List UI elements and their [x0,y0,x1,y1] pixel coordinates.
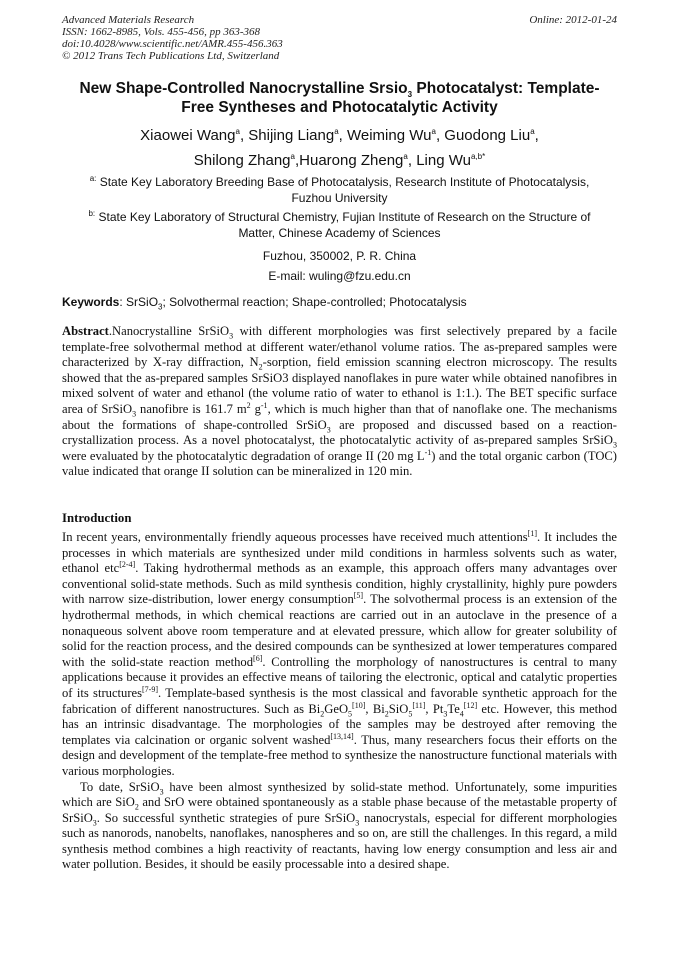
author-name: Guodong Liu [444,127,531,144]
copyright-line: © 2012 Trans Tech Publications Ltd, Switzerland [62,50,280,62]
keywords-label: Keywords [62,295,120,309]
author-name: Shijing Liang [248,127,335,144]
paper-title [62,79,617,117]
issn-line: ISSN: 1662-8985, Vols. 455-456, pp 363-368 [62,26,260,38]
affiliation-b: $^{b:}$ State Key Laboratory of Structural Chemistry, Fujian Institute of Research on the Structure of Matter, Chinese Academy of Sciences [88,209,591,240]
doi-line[interactable]: doi:10.4028/www.scientific.net/AMR.455-456.363 [62,38,283,50]
author-name: Xiaowei Wang [140,127,236,144]
introduction-body [62,530,617,873]
citation: [11] [412,700,426,710]
author-line-1: Xiaowei Wang$^a$, Shijing Liang$^a$, Weiming Wu$^a$, Guodong Liu$^a$, [140,127,539,144]
citation: [13,14] [330,731,354,741]
citation: [7-9] [142,684,159,694]
citation: [10] [352,700,366,710]
journal-header [62,14,617,62]
citation: [12] [463,700,478,710]
abstract: Abstract.Nanocrystalline SrSiO$_3$ with different morphologies was first selectively prepared by a facile template-free solvothermal method at different water/ethanol volume ratios. The as-prepared samples were characterized by X-ray diffraction, $N_2$-sorption, field emission scanning electron microscopy. The results showed that the as-prepared samples SrSiO3 displayed nanoflakes in pure water while obtained nanofibres in mixed solvent of water and ethanol (the volume ratio of water to ethanol is 1:1.). The BET specific surface area of SrSiO$_3$ nanofibre is 161.7 $m^2$ $g^{-1}$, which is much higher than that of nanoflake one. The mechanisms about the formations of shape-controlled SrSiO$_3$ are proposed and discussed based on a reaction-crystallization process. As a novel photocatalyst, the photocatalytic activity of as-prepared samples SrSiO$_3$ were evaluated by the photocatalytic degradation of orange II (20 mg $L^{-1}$) and the total organic carbon (TOC) value indicated that orange II solution can be mineralized in 120 min. [62,324,618,479]
keywords: Keywords: SrSiO$_3$; Solvothermal reaction; Shape-controlled; Photocatalysis [62,295,467,312]
citation: [5] [353,591,364,601]
author-name: Huarong Zheng [299,152,404,169]
author-line-2: Shilong Zhang$^a$,Huarong Zheng$^a$, Ling $Wu^{a,b*}$ [193,152,486,169]
abstract-label: Abstract [62,324,109,338]
author-name: Weiming Wu [347,127,432,144]
paragraph: In recent years, environmentally friendly aqueous processes have received much attentions[1]. It includes the processes in which materials are synthesized under mild conditions in harmless solvents such as water, ethanol etc[2-4]. Taking hydrothermal methods as an example, this approach offers many advantages over conventional solid-state methods. Such as mild synthesis condition, highly crystallinity, highly pure powders with narrow size-distribution, lower energy consumption[5]. The solvothermal process is an extension of the hydrothermal methods, in which chemical reactions are carried out in an autoclave in the presence of a nonaqueous solvent above room temperature and at elevated pressure, which allow for greater solubility of solid for the reaction process, and the desired compounds can be synthesized at lower temperatures compared with the solid-state reaction method[6]. Controlling the morphology of nanostructures is central to many applications because it provides an effective means of tailoring the electronic, optical and catalytic properties of its structures[7-9]. Template-based synthesis is the most classical and favorable synthetic approach for the fabrication of different nanostructures. Such as $Bi_2GeO_5[10]$, $Bi_2SiO_5[11]$, $Pt_3Te_4[12]$ etc. However, this method has an intrinsic disadvantage. The morphologies of the samples may be destroyed after removing the templates via calcination or organic solvent washed[13,14]. Thus, many researchers focus their efforts on the design and development of the template-free method to synthesize the nanostructure functional materials with various morphologies. [62,528,617,778]
journal-name: Advanced Materials Research [62,14,195,26]
author-name: Ling Wu [416,152,471,169]
section-heading-introduction: Introduction [62,511,132,525]
citation: [1] [527,528,537,538]
paragraph: To date, SrSiO$_3$ have been almost synthesized by solid-state method. Unfortunately, some impurities which are SiO$_2$ and SrO were obtained spontaneously as a stable phase because of the metastable property of SrSiO$_3$. So successful synthetic strategies of pure SrSiO$_3$ nanocrystals, especial for different morphologies such as nanorods, nanobelts, nanoflakes, nanospheres and so on, are still the challenges. In this regard, a mild synthesis method combines a high reactivity of reactants, having low energy consumption and less air and water pollution. Besides, it should be easily processable into a desired shape. [62,779,618,872]
affiliation-city: Fuzhou, 350002, P. R. China [262,249,417,263]
author-name: Shilong Zhang [193,152,291,169]
title-line-2: Free Syntheses and Photocatalytic Activity [181,99,498,116]
corresponding-email[interactable]: E-mail: wuling@fzu.edu.cn [268,269,411,283]
online-date: Online: 2012-01-24 [529,14,617,26]
citation: [6] [253,653,263,663]
affiliation-a: $^{a:}$ State Key Laboratory Breeding Base of Photocatalysis, Research Institute of Photocatalysis, Fuzhou University [89,174,590,205]
title-line-1: New Shape-Controlled Nanocrystalline Srsio$_3$ Photocatalyst: Template- [79,80,600,100]
author-list [62,123,617,173]
citation: [2-4] [119,560,136,569]
